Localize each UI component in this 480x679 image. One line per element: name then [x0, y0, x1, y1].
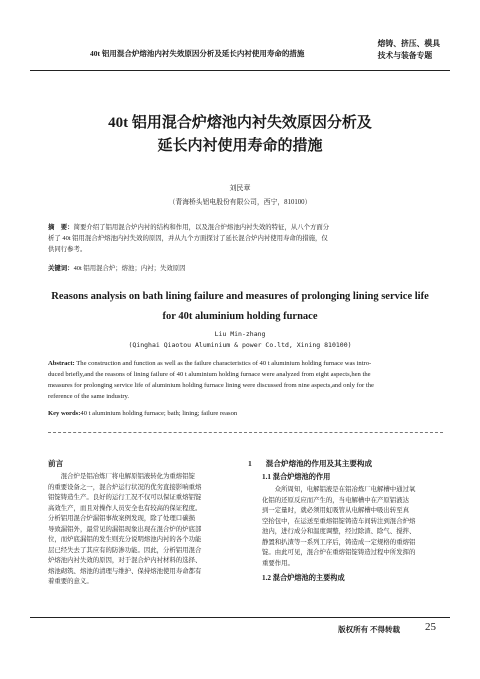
left-column-line: 熔池砌筑、熔池的清理与维护、保持熔池使用寿命都有 — [48, 567, 202, 575]
affiliation-en: (Qinghai Qiaotou Aluminium & power Co.ltd, Xining 810100) — [128, 341, 352, 349]
right-column-body — [262, 485, 442, 569]
title-cn-line-1: 40t 铝用混合炉熔池内衬失效原因分析及 — [108, 115, 372, 131]
keywords-en-text: 40 t aluminium holding furnace; bath; lining; failure reason — [80, 410, 238, 417]
left-column-line: 位，而炉底漏铝的发生则充分说明熔池内衬的各个功能 — [48, 536, 202, 543]
abstract-en-line-4: reference of the same industry. — [48, 393, 130, 400]
abstract-cn-label: 摘 要： — [48, 224, 74, 231]
right-column-line: 锭。由此可见，混合炉在重熔铝锭铸造过程中所发挥的 — [262, 549, 416, 556]
left-column-line: 着重要的意义。 — [48, 578, 93, 585]
right-column-line: 化铝的还原反应而产生的，当电解槽中在产原铝液达 — [262, 496, 409, 504]
running-title: 40t 铝用混合炉熔池内衬失效原因分析及延长内衬使用寿命的措施 — [90, 49, 305, 58]
keywords-en-label: Key words: — [48, 410, 81, 417]
right-column-line: 众所周知，电解铝液是在铝冶炼厂电解槽中通过氧 — [262, 486, 416, 493]
abstract-en-line-3: measures for prolonging service life of aluminium holding furnace lining were discussed from nine aspects,and only for the — [48, 382, 374, 389]
left-column-line: 的重要设备之一，混合炉运行状况的优劣直接影响重熔 — [48, 483, 202, 491]
author-en: Liu Min-zhang — [214, 330, 266, 338]
author-cn: 刘民章 — [229, 184, 251, 192]
abstract-en — [48, 358, 443, 402]
keywords-en — [48, 408, 237, 419]
page-number: 25 — [425, 621, 436, 633]
right-column-line: 静置和扒渣等一系列工序后，铸造成一定规格的重熔铝 — [262, 538, 416, 546]
title-en-line-1: Reasons analysis on bath lining failure and measures of prolonging lining service life — [51, 291, 429, 302]
header-rule — [30, 70, 450, 71]
keywords-cn-label: 关键词： — [48, 265, 74, 272]
journal-line-1: 熔铸、挤压、模具 — [377, 39, 440, 48]
affiliation-cn: （青海桥头铝电股份有限公司，西宁，810100） — [168, 199, 312, 206]
left-column-body — [48, 472, 234, 588]
abstract-divider — [48, 432, 443, 433]
left-column-line: 炉熔池内衬失效的原因，对于混合炉内衬材料的选择、 — [48, 557, 202, 564]
left-column-line: 层已经失去了其应有的防渗功能。因此，分析铝用混合 — [48, 546, 202, 554]
abstract-en-line-1: The construction and function as well as the failure characteristics of 40 t aluminium holding furnace was intro- — [74, 360, 372, 367]
title-cn-line-2: 延长内衬使用寿命的措施 — [157, 138, 323, 154]
left-column-line: 导致漏铝外，最常见的漏铝现象出现在混合炉的炉底部 — [48, 525, 202, 533]
copyright-notice: 版权所有 不得转载 — [338, 625, 400, 634]
right-column-line: 到一定量时，就必须用虹吸管从电解槽中吸出转至真 — [262, 507, 409, 514]
section-1-number: 1 — [248, 459, 252, 468]
right-column-line: 重要作用。 — [262, 559, 294, 567]
footer-rule — [30, 617, 450, 618]
right-column-line: 池内，进行成分和温度调整，经过除渣、除气、搅拌、 — [262, 528, 416, 535]
left-column-line: 铝锭铸造生产。良好的运行工况不仅可以保证重熔铝锭 — [48, 494, 202, 501]
left-column-line: 分析铝用混合炉漏铝事故案例发现，除了处理口碳损 — [48, 515, 195, 522]
left-column-line: 高效生产，而且对操作人员安全也有较高的保证程度。 — [48, 504, 202, 512]
abstract-cn-line-2: 析了 40t 铝用混合炉熔池内衬失效的原因，并从九个方面探讨了延长混合炉内衬使用寿命的措施，仅 — [48, 235, 328, 242]
abstract-cn-line-1: 简要介绍了铝用混合炉内衬的结构和作用，以及混合炉熔池内衬失效的特征，从八个方面分 — [73, 224, 330, 231]
section-preface-heading: 前言 — [48, 459, 64, 468]
abstract-en-label: Abstract: — [48, 360, 75, 367]
abstract-en-line-2: duced briefly,and the reasons of lining failure of 40 t aluminium holding furnace were analyzed from eight aspects,hen the — [48, 371, 371, 378]
keywords-cn-text: 40t 铝用混合炉；熔池；内衬；失效原因 — [73, 265, 186, 272]
subsection-1-1-heading: 1.1 混合炉熔池的作用 — [262, 473, 331, 481]
abstract-cn — [48, 222, 438, 255]
journal-section — [378, 38, 440, 62]
left-column-line: 混合炉是铝冶炼厂将电解原铝液转化为重熔铝锭 — [48, 473, 195, 480]
section-1-title: 混合炉熔池的作用及其主要构成 — [265, 459, 373, 468]
abstract-cn-line-3: 供同行参考。 — [48, 246, 87, 253]
subsection-1-2-heading: 1.2 混合炉熔池的主要构成 — [262, 574, 345, 582]
section-1-heading — [248, 458, 372, 469]
keywords-cn — [48, 263, 186, 274]
right-column-line: 空抬包中，在运送至重熔铝锭铸造车间转注到混合炉熔 — [262, 517, 416, 525]
title-en-line-2: for 40t aluminium holding furnace — [162, 311, 318, 322]
journal-line-2: 技术与装备专题 — [377, 51, 433, 60]
